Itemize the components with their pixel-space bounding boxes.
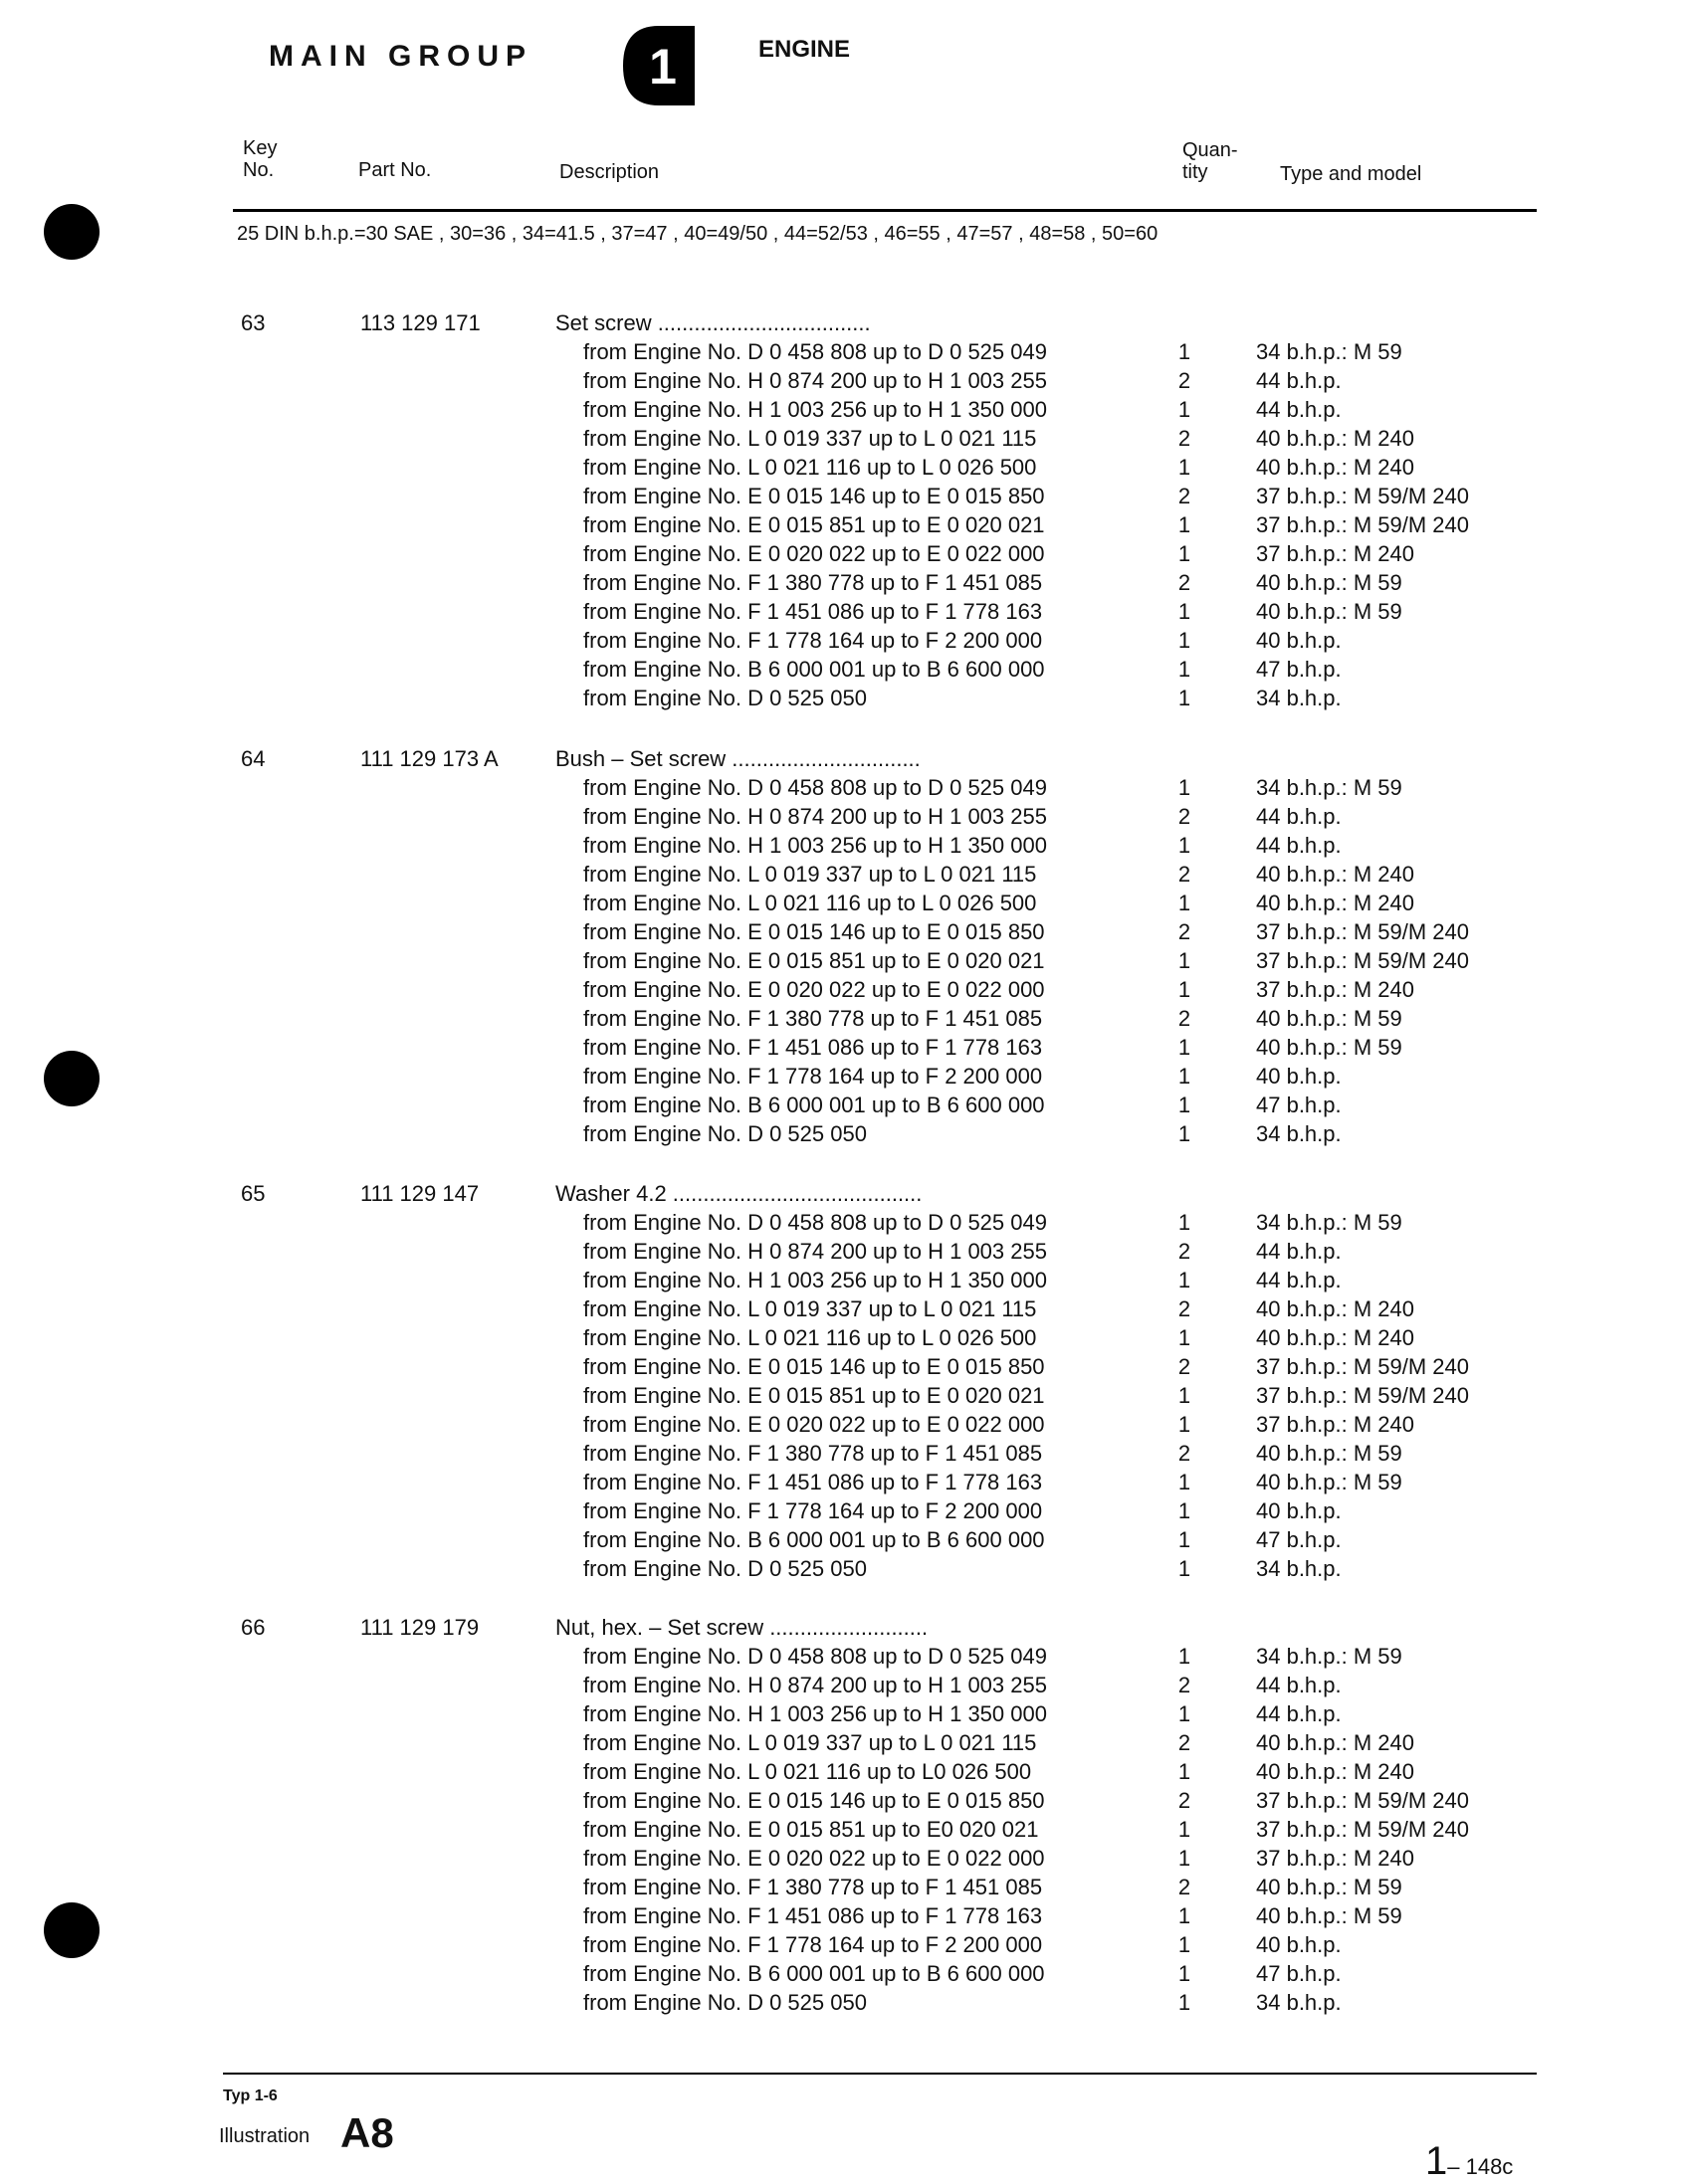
type-model: 47 b.h.p. (1256, 1527, 1342, 1552)
col-header-description: Description (559, 161, 660, 183)
type-model: 40 b.h.p. (1256, 628, 1342, 653)
part-no: 111 129 173 A (360, 746, 499, 771)
type-model: 34 b.h.p.: M 59 (1256, 1644, 1402, 1669)
engine-range-row (0, 1092, 1684, 1121)
quantity: 1 (1177, 833, 1191, 858)
quantity: 1 (1177, 1903, 1191, 1928)
engine-range: from Engine No. E 0 015 851 up to E 0 020 021 (583, 1383, 1045, 1408)
engine-range: from Engine No. D 0 525 050 (583, 1556, 867, 1581)
engine-range-row (0, 541, 1684, 570)
engine-range-row (0, 657, 1684, 686)
type-model: 40 b.h.p.: M 240 (1256, 1759, 1414, 1784)
engine-range: from Engine No. F 1 380 778 up to F 1 451 085 (583, 1875, 1043, 1899)
engine-range-row (0, 1903, 1684, 1932)
part-row (0, 1181, 1684, 1210)
header-rule (233, 209, 1537, 212)
engine-range-row (0, 1730, 1684, 1759)
part-no: 111 129 179 (360, 1615, 480, 1640)
engine-range-row (0, 1875, 1684, 1903)
engine-range: from Engine No. E 0 015 146 up to E 0 015 850 (583, 919, 1045, 944)
engine-range: from Engine No. E 0 020 022 up to E 0 022 000 (583, 1846, 1045, 1871)
part-description: Set screw ................................... (555, 310, 871, 335)
quantity: 2 (1177, 484, 1191, 508)
type-model: 44 b.h.p. (1256, 833, 1342, 858)
quantity: 1 (1177, 541, 1191, 566)
part-description: Nut, hex. – Set screw .......................... (555, 1615, 929, 1640)
engine-range-row (0, 1296, 1684, 1325)
engine-range: from Engine No. B 6 000 001 up to B 6 600 000 (583, 657, 1045, 682)
engine-range: from Engine No. F 1 380 778 up to F 1 451 085 (583, 570, 1043, 595)
key-no: 64 (241, 746, 266, 771)
engine-range-row (0, 1932, 1684, 1961)
type-model: 44 b.h.p. (1256, 1673, 1342, 1697)
engine-range-row (0, 686, 1684, 714)
engine-range-row (0, 1268, 1684, 1296)
part-group (0, 1181, 1684, 1585)
engine-range-row (0, 775, 1684, 804)
engine-range: from Engine No. F 1 451 086 up to F 1 778 163 (583, 599, 1043, 624)
engine-range: from Engine No. D 0 525 050 (583, 1121, 867, 1146)
engine-range: from Engine No. F 1 778 164 up to F 2 200 000 (583, 1932, 1043, 1957)
type-model: 37 b.h.p.: M 59/M 240 (1256, 948, 1470, 973)
footer-typ: Typ 1-6 (223, 2087, 278, 2104)
quantity: 1 (1177, 1064, 1191, 1089)
type-model: 40 b.h.p.: M 59 (1256, 1875, 1402, 1899)
col-header-type-model: Type and model (1280, 163, 1422, 185)
type-model: 37 b.h.p.: M 59/M 240 (1256, 1817, 1470, 1842)
engine-range-row (0, 1701, 1684, 1730)
quantity: 2 (1177, 426, 1191, 451)
type-model: 34 b.h.p.: M 59 (1256, 775, 1402, 800)
engine-range: from Engine No. F 1 380 778 up to F 1 451 085 (583, 1441, 1043, 1466)
engine-range: from Engine No. H 0 874 200 up to H 1 003 255 (583, 804, 1047, 829)
part-description: Bush – Set screw ............................... (555, 746, 921, 771)
engine-range-row (0, 1064, 1684, 1092)
type-model: 40 b.h.p.: M 59 (1256, 599, 1402, 624)
engine-range: from Engine No. H 1 003 256 up to H 1 350 000 (583, 397, 1047, 422)
engine-range-row (0, 1210, 1684, 1239)
engine-range: from Engine No. H 1 003 256 up to H 1 350 000 (583, 1268, 1047, 1292)
engine-range: from Engine No. L 0 021 116 up to L0 026 500 (583, 1759, 1032, 1784)
quantity: 2 (1177, 1006, 1191, 1031)
type-model: 40 b.h.p.: M 240 (1256, 1325, 1414, 1350)
part-description: Washer 4.2 ......................................... (555, 1181, 923, 1206)
engine-range: from Engine No. H 0 874 200 up to H 1 003 255 (583, 1239, 1047, 1264)
engine-range-row (0, 1644, 1684, 1673)
engine-range: from Engine No. F 1 380 778 up to F 1 451 085 (583, 1006, 1043, 1031)
engine-range: from Engine No. B 6 000 001 up to B 6 600 000 (583, 1092, 1045, 1117)
engine-range: from Engine No. B 6 000 001 up to B 6 600 000 (583, 1527, 1045, 1552)
type-model: 37 b.h.p.: M 59/M 240 (1256, 512, 1470, 537)
engine-range: from Engine No. L 0 021 116 up to L 0 026 500 (583, 1325, 1037, 1350)
engine-range: from Engine No. L 0 019 337 up to L 0 021 115 (583, 1296, 1037, 1321)
type-model: 47 b.h.p. (1256, 1092, 1342, 1117)
quantity: 2 (1177, 368, 1191, 393)
quantity: 1 (1177, 1210, 1191, 1235)
engine-range-row (0, 804, 1684, 833)
engine-range-row (0, 512, 1684, 541)
engine-range: from Engine No. D 0 458 808 up to D 0 525 049 (583, 1644, 1047, 1669)
type-model: 37 b.h.p.: M 240 (1256, 1412, 1414, 1437)
col-header-quantity: Quan- tity (1182, 139, 1238, 183)
engine-range: from Engine No. D 0 458 808 up to D 0 525 049 (583, 339, 1047, 364)
quantity: 1 (1177, 1817, 1191, 1842)
engine-range: from Engine No. H 1 003 256 up to H 1 350 000 (583, 833, 1047, 858)
quantity: 2 (1177, 1673, 1191, 1697)
engine-range-row (0, 1006, 1684, 1035)
quantity: 1 (1177, 977, 1191, 1002)
engine-range: from Engine No. H 1 003 256 up to H 1 350 000 (583, 1701, 1047, 1726)
engine-range: from Engine No. L 0 019 337 up to L 0 021 115 (583, 862, 1037, 887)
engine-range: from Engine No. D 0 525 050 (583, 1990, 867, 2015)
engine-range: from Engine No. L 0 019 337 up to L 0 021 115 (583, 426, 1037, 451)
type-model: 44 b.h.p. (1256, 368, 1342, 393)
engine-range: from Engine No. E 0 015 851 up to E 0 020 021 (583, 948, 1045, 973)
quantity: 1 (1177, 1846, 1191, 1871)
type-model: 37 b.h.p.: M 59/M 240 (1256, 1383, 1470, 1408)
punch-hole (44, 204, 100, 260)
type-model: 40 b.h.p. (1256, 1932, 1342, 1957)
engine-range: from Engine No. L 0 021 116 up to L 0 026 500 (583, 891, 1037, 915)
engine-range: from Engine No. B 6 000 001 up to B 6 600 000 (583, 1961, 1045, 1986)
type-model: 40 b.h.p.: M 240 (1256, 1296, 1414, 1321)
quantity: 2 (1177, 862, 1191, 887)
col-header-part: Part No. (358, 159, 432, 181)
type-model: 37 b.h.p.: M 240 (1256, 977, 1414, 1002)
quantity: 1 (1177, 948, 1191, 973)
part-group (0, 746, 1684, 1150)
engine-range: from Engine No. E 0 020 022 up to E 0 022 000 (583, 1412, 1045, 1437)
part-row (0, 310, 1684, 339)
quantity: 1 (1177, 339, 1191, 364)
engine-range: from Engine No. F 1 451 086 up to F 1 778 163 (583, 1470, 1043, 1494)
quantity: 2 (1177, 1239, 1191, 1264)
conversion-note: 25 DIN b.h.p.=30 SAE , 30=36 , 34=41.5 , 37=47 , 40=49/50 , 44=52/53 , 46=55 , 47=57 , 48=58 , 50=60 (237, 223, 1158, 245)
quantity: 2 (1177, 1788, 1191, 1813)
type-model: 40 b.h.p. (1256, 1498, 1342, 1523)
part-row (0, 746, 1684, 775)
type-model: 40 b.h.p.: M 59 (1256, 1006, 1402, 1031)
part-group (0, 310, 1684, 714)
quantity: 1 (1177, 1325, 1191, 1350)
type-model: 40 b.h.p.: M 240 (1256, 426, 1414, 451)
quantity: 1 (1177, 1990, 1191, 2015)
type-model: 40 b.h.p.: M 240 (1256, 862, 1414, 887)
engine-range-row (0, 628, 1684, 657)
type-model: 44 b.h.p. (1256, 397, 1342, 422)
quantity: 1 (1177, 1035, 1191, 1060)
type-model: 40 b.h.p.: M 59 (1256, 1441, 1402, 1466)
engine-range: from Engine No. H 0 874 200 up to H 1 003 255 (583, 368, 1047, 393)
type-model: 44 b.h.p. (1256, 804, 1342, 829)
engine-range-row (0, 948, 1684, 977)
type-model: 37 b.h.p.: M 59/M 240 (1256, 919, 1470, 944)
engine-range: from Engine No. E 0 015 146 up to E 0 015 850 (583, 484, 1045, 508)
quantity: 1 (1177, 1092, 1191, 1117)
engine-range: from Engine No. E 0 015 851 up to E 0 020 021 (583, 512, 1045, 537)
type-model: 47 b.h.p. (1256, 1961, 1342, 1986)
type-model: 37 b.h.p.: M 59/M 240 (1256, 1788, 1470, 1813)
quantity: 1 (1177, 1644, 1191, 1669)
engine-range-row (0, 1498, 1684, 1527)
type-model: 44 b.h.p. (1256, 1239, 1342, 1264)
engine-range: from Engine No. E 0 015 146 up to E 0 015 850 (583, 1354, 1045, 1379)
engine-range-row (0, 1412, 1684, 1441)
main-group-title: MAIN GROUP (269, 40, 532, 73)
engine-range: from Engine No. L 0 021 116 up to L 0 026 500 (583, 455, 1037, 480)
quantity: 2 (1177, 1354, 1191, 1379)
quantity: 1 (1177, 628, 1191, 653)
engine-range-row (0, 1354, 1684, 1383)
quantity: 1 (1177, 686, 1191, 710)
type-model: 40 b.h.p.: M 59 (1256, 570, 1402, 595)
key-no: 65 (241, 1181, 266, 1206)
type-model: 34 b.h.p. (1256, 1990, 1342, 2015)
part-group (0, 1615, 1684, 2019)
type-model: 40 b.h.p. (1256, 1064, 1342, 1089)
engine-range-row (0, 1527, 1684, 1556)
engine-range-row (0, 1325, 1684, 1354)
engine-range-row (0, 1383, 1684, 1412)
quantity: 1 (1177, 599, 1191, 624)
illustration-label: Illustration (219, 2125, 311, 2147)
type-model: 34 b.h.p. (1256, 686, 1342, 710)
engine-range-row (0, 397, 1684, 426)
group-number-badge (619, 22, 699, 109)
type-model: 44 b.h.p. (1256, 1268, 1342, 1292)
type-model: 40 b.h.p.: M 240 (1256, 455, 1414, 480)
engine-range: from Engine No. H 0 874 200 up to H 1 003 255 (583, 1673, 1047, 1697)
quantity: 1 (1177, 1759, 1191, 1784)
quantity: 2 (1177, 1875, 1191, 1899)
quantity: 1 (1177, 1470, 1191, 1494)
engine-range-row (0, 368, 1684, 397)
engine-range-row (0, 862, 1684, 891)
quantity: 1 (1177, 1383, 1191, 1408)
quantity: 2 (1177, 919, 1191, 944)
type-model: 37 b.h.p.: M 59/M 240 (1256, 484, 1470, 508)
engine-range: from Engine No. E 0 020 022 up to E 0 022 000 (583, 541, 1045, 566)
engine-range-row (0, 1556, 1684, 1585)
quantity: 1 (1177, 1961, 1191, 1986)
engine-range-row (0, 599, 1684, 628)
engine-range: from Engine No. E 0 020 022 up to E 0 022 000 (583, 977, 1045, 1002)
quantity: 1 (1177, 1527, 1191, 1552)
type-model: 40 b.h.p.: M 59 (1256, 1470, 1402, 1494)
engine-range-row (0, 1673, 1684, 1701)
quantity: 2 (1177, 1296, 1191, 1321)
quantity: 2 (1177, 1730, 1191, 1755)
type-model: 37 b.h.p.: M 240 (1256, 541, 1414, 566)
footer-rule (223, 2073, 1537, 2075)
type-model: 34 b.h.p. (1256, 1121, 1342, 1146)
engine-range: from Engine No. L 0 019 337 up to L 0 021 115 (583, 1730, 1037, 1755)
engine-range: from Engine No. F 1 451 086 up to F 1 778 163 (583, 1903, 1043, 1928)
quantity: 1 (1177, 657, 1191, 682)
engine-range-row (0, 426, 1684, 455)
type-model: 34 b.h.p.: M 59 (1256, 339, 1402, 364)
quantity: 2 (1177, 1441, 1191, 1466)
engine-range-row (0, 570, 1684, 599)
engine-range-row (0, 977, 1684, 1006)
quantity: 1 (1177, 1701, 1191, 1726)
quantity: 1 (1177, 397, 1191, 422)
engine-range: from Engine No. D 0 458 808 up to D 0 525 049 (583, 775, 1047, 800)
part-no: 113 129 171 (360, 310, 481, 335)
quantity: 1 (1177, 1932, 1191, 1957)
quantity: 1 (1177, 1121, 1191, 1146)
part-no: 111 129 147 (360, 1181, 480, 1206)
type-model: 37 b.h.p.: M 240 (1256, 1846, 1414, 1871)
quantity: 2 (1177, 804, 1191, 829)
quantity: 1 (1177, 891, 1191, 915)
type-model: 47 b.h.p. (1256, 657, 1342, 682)
type-model: 40 b.h.p.: M 59 (1256, 1035, 1402, 1060)
group-number: 1 (649, 39, 677, 95)
key-no: 66 (241, 1615, 266, 1640)
engine-range-row (0, 1470, 1684, 1498)
engine-range-row (0, 1990, 1684, 2019)
engine-range-row (0, 455, 1684, 484)
type-model: 40 b.h.p.: M 59 (1256, 1903, 1402, 1928)
type-model: 34 b.h.p.: M 59 (1256, 1210, 1402, 1235)
engine-range: from Engine No. F 1 778 164 up to F 2 200 000 (583, 628, 1043, 653)
engine-range: from Engine No. D 0 458 808 up to D 0 525 049 (583, 1210, 1047, 1235)
quantity: 1 (1177, 1412, 1191, 1437)
engine-range-row (0, 1121, 1684, 1150)
illustration-code: A8 (340, 2109, 394, 2156)
col-header-key: Key No. (243, 137, 278, 181)
type-model: 40 b.h.p.: M 240 (1256, 891, 1414, 915)
engine-range: from Engine No. F 1 451 086 up to F 1 778 163 (583, 1035, 1043, 1060)
engine-range-row (0, 1846, 1684, 1875)
type-model: 37 b.h.p.: M 59/M 240 (1256, 1354, 1470, 1379)
engine-range-row (0, 1759, 1684, 1788)
quantity: 1 (1177, 512, 1191, 537)
key-no: 63 (241, 310, 266, 335)
engine-range-row (0, 1788, 1684, 1817)
engine-range-row (0, 1035, 1684, 1064)
quantity: 1 (1177, 455, 1191, 480)
page-number: 1– 148c (1425, 2139, 1514, 2183)
engine-range-row (0, 833, 1684, 862)
part-row (0, 1615, 1684, 1644)
engine-range-row (0, 484, 1684, 512)
engine-range: from Engine No. E 0 015 851 up to E0 020 021 (583, 1817, 1039, 1842)
engine-range: from Engine No. D 0 525 050 (583, 686, 867, 710)
engine-range-row (0, 1817, 1684, 1846)
type-model: 34 b.h.p. (1256, 1556, 1342, 1581)
engine-range-row (0, 1239, 1684, 1268)
type-model: 40 b.h.p.: M 240 (1256, 1730, 1414, 1755)
type-model: 44 b.h.p. (1256, 1701, 1342, 1726)
engine-range-row (0, 919, 1684, 948)
quantity: 1 (1177, 1268, 1191, 1292)
engine-range-row (0, 1441, 1684, 1470)
engine-range: from Engine No. E 0 015 146 up to E 0 015 850 (583, 1788, 1045, 1813)
section-title: ENGINE (758, 36, 851, 63)
quantity: 1 (1177, 1498, 1191, 1523)
engine-range: from Engine No. F 1 778 164 up to F 2 200 000 (583, 1498, 1043, 1523)
engine-range: from Engine No. F 1 778 164 up to F 2 200 000 (583, 1064, 1043, 1089)
engine-range-row (0, 891, 1684, 919)
engine-range-row (0, 339, 1684, 368)
quantity: 2 (1177, 570, 1191, 595)
quantity: 1 (1177, 1556, 1191, 1581)
engine-range-row (0, 1961, 1684, 1990)
quantity: 1 (1177, 775, 1191, 800)
